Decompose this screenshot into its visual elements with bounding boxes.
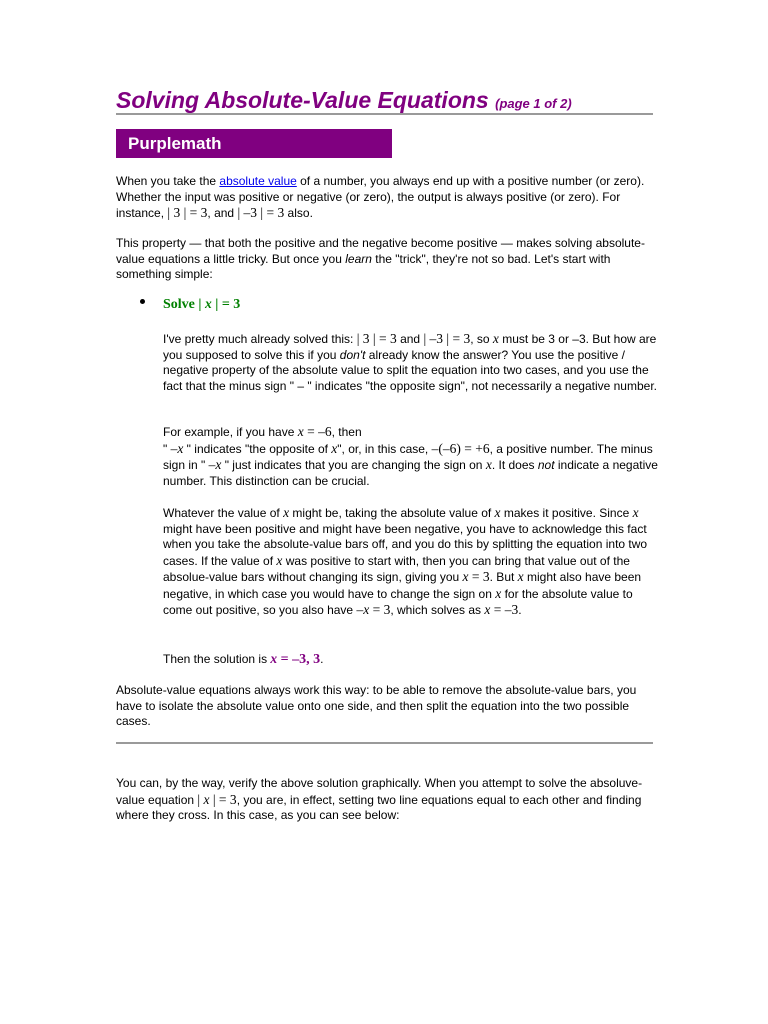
page-subtitle: (page 1 of 2): [495, 96, 572, 111]
math-var: x: [492, 331, 499, 346]
text: . But: [489, 570, 518, 584]
text: .: [518, 603, 522, 617]
text: for the absolute value to come out positive, so you also have: [163, 586, 633, 617]
text: Solve |: [163, 297, 205, 312]
math-var: x: [484, 602, 491, 617]
emphasis: learn: [345, 251, 372, 266]
example-paragraph-3: [163, 505, 658, 619]
text: ", or, in this case,: [337, 441, 432, 456]
page-title-main: Solving Absolute-Value Equations: [116, 87, 489, 113]
text: , so: [470, 332, 493, 346]
math-expression: | –3 | = 3: [237, 205, 285, 220]
solution-answer: [270, 652, 320, 667]
text: makes it positive. Since: [500, 506, 633, 520]
math-expression: | = 3: [209, 791, 237, 807]
math-var: –x: [208, 457, 222, 472]
math-expression: | 3 | = 3: [356, 331, 397, 346]
text: was positive to start with, then you can bring that value out of the absolue-value bars without changing its sign, giving you: [163, 553, 630, 584]
text: might also have been negative, in which case you would have to change the sign on: [163, 570, 642, 601]
math-var: x: [632, 505, 639, 520]
math-var: –x: [170, 440, 184, 456]
body-paragraph-3: Absolute-value equations always work this way: to be able to remove the absolute-value bars, you have to isolate the absolute value onto one side, and then split the equation into the two possible cases.: [116, 683, 637, 728]
text: also.: [284, 206, 313, 220]
example-paragraph-2: [163, 424, 658, 489]
text: Then the solution is: [163, 652, 271, 666]
text: might be, taking the absolute value of: [289, 506, 495, 520]
text: , then: [331, 425, 362, 439]
text: , a positive number. The minus sign in ": [163, 441, 653, 472]
text: = –3, 3: [277, 652, 321, 667]
text: Whatever the value of: [163, 506, 284, 520]
math-var: x: [204, 296, 212, 311]
text: " indicates "the opposite of: [183, 441, 332, 456]
math-var: x: [283, 505, 290, 520]
text: For example, if you have: [163, 425, 298, 439]
math-var: –x: [356, 602, 370, 617]
text: indicate a negative number. This distinction can be crucial.: [163, 458, 658, 488]
math-var: x: [203, 791, 210, 807]
text: , which solves as: [390, 603, 485, 617]
text: This property — that both the positive and the negative become positive — makes solving absolute-value equations a little tricky. But once you: [116, 236, 645, 266]
math-var: x: [494, 505, 501, 520]
text: , you are, in effect, setting two line equations equal to each other and finding where they cross. In this case, as you can see below:: [116, 792, 642, 822]
text: | = 3: [211, 297, 241, 312]
intro-paragraph-1: [116, 174, 656, 222]
intro-paragraph-2: [116, 236, 656, 283]
math-expression: –(–6) = +6: [431, 440, 490, 456]
math-expression: = –3: [490, 602, 519, 617]
math-var: x: [485, 457, 492, 472]
text: the "trick", they're not so bad. Let's start with something simple:: [116, 251, 611, 281]
math-expression: = 3: [369, 602, 391, 617]
math-expression: | –3 | = 3: [423, 331, 471, 346]
text: must be 3 or –3. But how are you supposed to solve this if you: [163, 332, 657, 362]
body-paragraph-4: [116, 776, 656, 824]
example-heading: [163, 296, 240, 313]
banner-logo-text: Purplemath: [128, 134, 222, 153]
title-divider: [116, 113, 653, 115]
text: I've pretty much already solved this:: [163, 332, 357, 346]
math-expression: |: [197, 791, 204, 807]
example-paragraph-1: [163, 331, 658, 394]
text: " just indicates that you are changing the sign on: [221, 458, 486, 472]
example-solution-line: [163, 651, 658, 668]
bullet-icon: [140, 299, 145, 304]
math-expression: | 3 | = 3: [167, 205, 208, 220]
purplemath-banner: [116, 129, 392, 158]
text: already know the answer? You use the positive / negative property of the absolute value to split the equation into two cases, and you use the fact that the minus sign " – " indicates "the opposite sign", not necessarily a negative number.: [163, 347, 657, 393]
math-expression: = 3: [468, 569, 490, 584]
section-divider: [116, 742, 653, 744]
text: You can, by the way, verify the above solution graphically. When you attempt to solve the absoluve-value equation: [116, 776, 643, 807]
absolute-value-link[interactable]: absolute value: [219, 174, 297, 188]
text: . It does: [491, 458, 538, 472]
math-var: x: [270, 651, 278, 666]
math-var: x: [495, 585, 502, 601]
text: and: [396, 332, 424, 346]
math-var: x: [517, 569, 524, 584]
math-var: x: [276, 552, 283, 568]
text: might have been positive and might have been negative, you have to acknowledge this fact when you take the absolute-value bars off, and you do this by splitting the equation into two cases. If the value of: [163, 521, 648, 568]
math-var: x: [331, 440, 338, 456]
text: ": [163, 441, 171, 456]
text: .: [320, 652, 324, 666]
text: , and: [207, 206, 238, 220]
emphasis: don't: [339, 347, 366, 362]
math-var: x: [462, 569, 469, 584]
math-var: x: [297, 424, 304, 439]
text: of a number, you always end up with a positive number (or zero). Whether the input was positive or negative (or zero), the output is always positive (or zero). For instance,: [116, 174, 645, 220]
emphasis: not: [537, 458, 555, 472]
math-expression: = –6: [303, 424, 332, 439]
text: When you take the: [116, 174, 220, 188]
